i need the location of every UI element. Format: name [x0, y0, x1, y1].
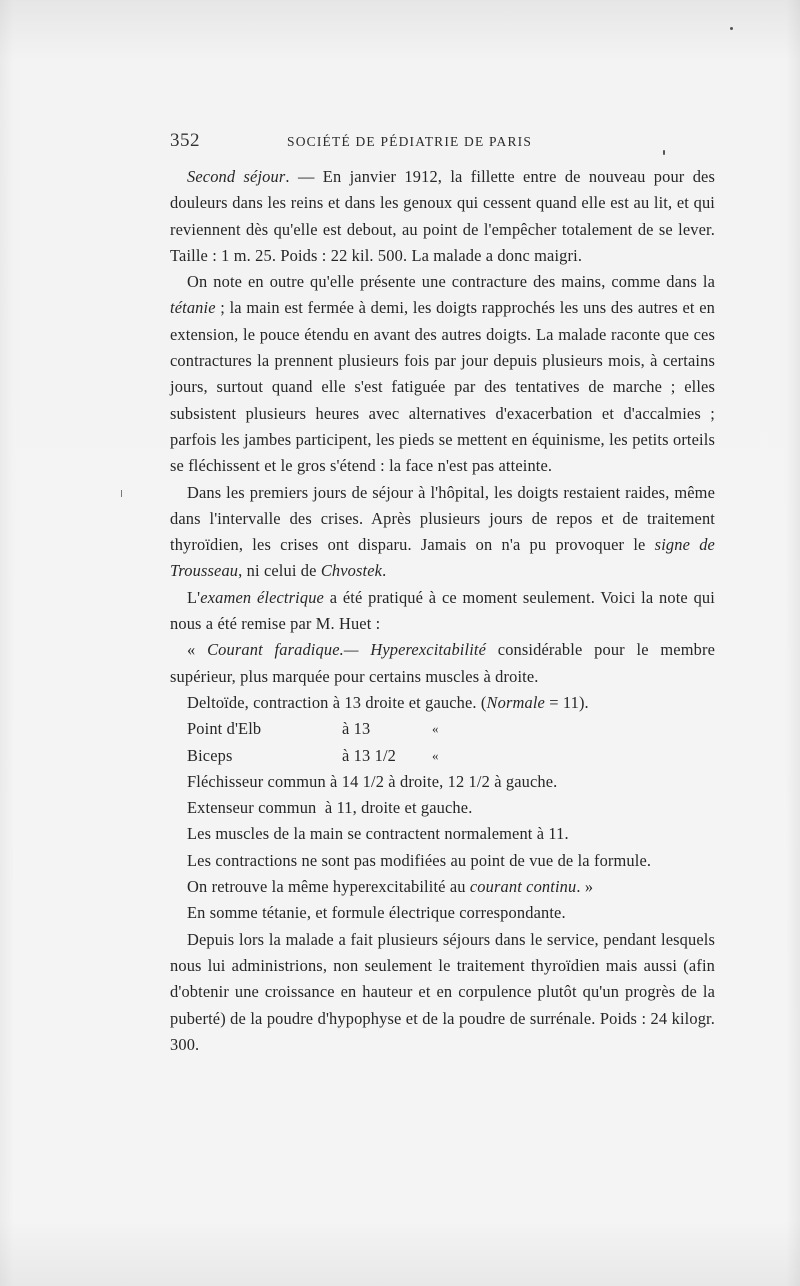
page-number: 352 [170, 130, 200, 151]
muscle-value: à 13 [342, 719, 371, 739]
line-extenseur: Extenseur commun à 11, droite et gauche. [187, 798, 473, 818]
line-main-muscles: Les muscles de la main se contractent normalement à 11. [187, 824, 569, 844]
muscle-value: à 13 1/2 [342, 745, 397, 765]
line-deltoide: Deltoïde, contraction à 13 droite et gauche. (Normale = 11). [187, 692, 589, 712]
running-head [170, 130, 715, 154]
paragraph-contracture: On note en outre qu'elle présente une contracture des mains, comme dans la tétanie ; la main est fermée à demi, les doigts rapprochés les uns des autres et en extension, le pouce étendu en avant des autres doigts. La malade raconte que ces contractures la prennent plusieurs fois par jour depuis plusieurs mois, à certains jours, surtout quand elle s'est fatiguée par des tentatives de marche ; elles subsistent plusieurs heures avec alternatives d'exacerbation et d'accalmies ; parfois les jambes participent, les pieds se mettent en équinisme, les petits orteils se fléchissent et le gros s'étend : la face n'est pas atteinte. [170, 272, 715, 476]
italic-lead: Second séjour [187, 167, 286, 186]
line-continuous-current: On retrouve la même hyperexcitabilité au courant continu. » [187, 877, 594, 897]
page-edge-shadow-right [786, 0, 800, 1286]
paragraph-faradic-current: « Courant faradique.— Hyperexcitabilité considérable pour le membre supérieur, plus marquée pour certains muscles à droite. [170, 640, 716, 686]
paragraph-second-sejour: Second séjour. — En janvier 1912, la fillette entre de nouveau pour des douleurs dans les reins et dans les genoux qui cessent quand elle est au lit, et qui reviennent dès qu'elle est debout, au point de l'empêcher totalement de se lever. Taille : 1 m. 25. Poids : 22 kil. 500. La malade a donc maigri. [170, 167, 716, 265]
line-flechisseur: Fléchisseur commun à 14 1/2 à droite, 12 1/2 à gauche. [187, 771, 558, 791]
ditto-mark: « [432, 747, 439, 763]
muscle-name: Biceps [187, 745, 233, 765]
muscle-name: Point d'Elb [187, 719, 262, 739]
body-text [170, 164, 715, 1058]
paragraph-treatment: Depuis lors la malade a fait plusieurs séjours dans le service, pendant lesquels nous lui administrions, non seulement le traitement thyroïdien mais aussi (afin d'obtenir une croissance en hauteur et en corpulence plutôt qu'un progrès de la puberté) de la poudre d'hypophyse et de la poudre de surrénale. Poids : 24 kilogr. 300. [170, 929, 715, 1054]
ditto-mark: « [432, 721, 439, 737]
paragraph-contractions-formula: Les contractions ne sont pas modifiées au point de vue de la formule. [187, 850, 652, 870]
scan-speck [730, 27, 733, 30]
scan-speck [663, 150, 665, 155]
paragraph-electrical-exam: L'examen électrique a été pratiqué à ce moment seulement. Voici la note qui nous a été remise par M. Huet : [170, 587, 715, 634]
line-summary: En somme tétanie, et formule électrique correspondante. [187, 903, 566, 923]
page-edge-shadow-left [0, 0, 14, 1286]
muscle-row-biceps [170, 743, 715, 769]
journal-title: SOCIÉTÉ DE PÉDIATRIE DE PARIS [287, 134, 533, 149]
muscle-row-point-elb [170, 716, 715, 742]
scan-artifact-mark [121, 490, 122, 497]
paragraph-hospital-stay: Dans les premiers jours de séjour à l'hôpital, les doigts restaient raides, même dans l'intervalle des crises. Après plusieurs jours de repos et de traitement thyroïdien, les crises ont disparu. Jamais on n'a pu provoquer le signe de Trousseau, ni celui de Chvostek. [170, 482, 715, 581]
